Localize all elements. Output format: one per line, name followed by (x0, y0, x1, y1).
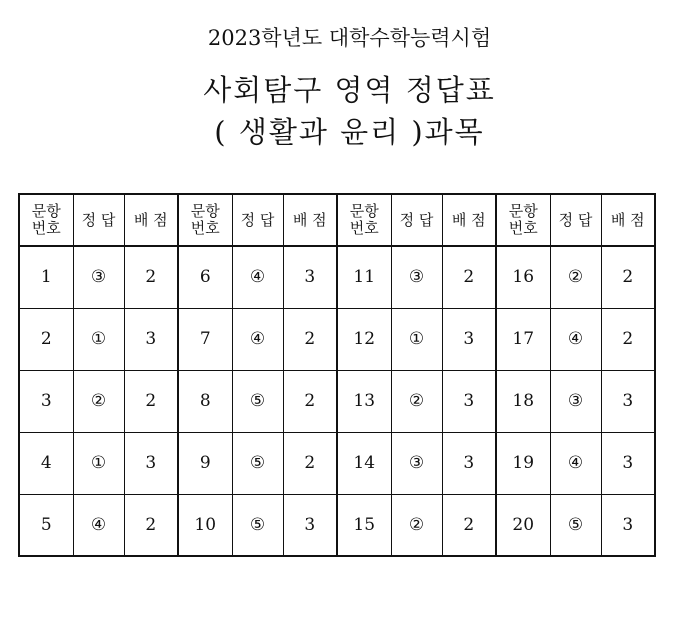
points-cell: 3 (601, 494, 655, 556)
question-number-cell: 16 (496, 246, 550, 308)
points-cell: 3 (601, 370, 655, 432)
header-question-no: 문항 번호 (337, 194, 391, 246)
answer-cell: ② (550, 246, 601, 308)
points-cell: 2 (283, 308, 337, 370)
question-number-cell: 5 (19, 494, 73, 556)
points-cell: 2 (601, 246, 655, 308)
table-header-row (19, 194, 655, 246)
question-number-cell: 10 (178, 494, 232, 556)
question-number-cell: 9 (178, 432, 232, 494)
answer-cell: ⑤ (550, 494, 601, 556)
points-cell: 3 (124, 308, 178, 370)
answer-cell: ④ (232, 308, 283, 370)
answer-cell: ④ (550, 432, 601, 494)
answer-cell: ③ (391, 432, 442, 494)
question-number-cell: 2 (19, 308, 73, 370)
answer-cell: ② (73, 370, 124, 432)
answer-cell: ③ (73, 246, 124, 308)
table-row (19, 308, 655, 370)
answer-cell: ① (73, 432, 124, 494)
header-answer: 정 답 (232, 194, 283, 246)
points-cell: 2 (124, 494, 178, 556)
exam-title: 2023학년도 대학수학능력시험 (207, 26, 492, 50)
page-title: 사회탐구 영역 정답표 (203, 73, 496, 107)
question-number-cell: 12 (337, 308, 391, 370)
points-cell: 2 (442, 246, 496, 308)
points-cell: 2 (283, 432, 337, 494)
points-cell: 3 (442, 308, 496, 370)
points-cell: 3 (283, 246, 337, 308)
question-number-cell: 1 (19, 246, 73, 308)
question-number-cell: 20 (496, 494, 550, 556)
points-cell: 3 (601, 432, 655, 494)
header-question-no: 문항 번호 (19, 194, 73, 246)
question-number-cell: 3 (19, 370, 73, 432)
header-points: 배 점 (124, 194, 178, 246)
header-question-no: 문항 번호 (496, 194, 550, 246)
points-cell: 3 (283, 494, 337, 556)
question-number-cell: 15 (337, 494, 391, 556)
answer-cell: ③ (391, 246, 442, 308)
points-cell: 3 (442, 370, 496, 432)
question-number-cell: 4 (19, 432, 73, 494)
question-number-cell: 13 (337, 370, 391, 432)
points-cell: 2 (601, 308, 655, 370)
points-cell: 2 (124, 246, 178, 308)
header-answer: 정 답 (550, 194, 601, 246)
question-number-cell: 6 (178, 246, 232, 308)
question-number-cell: 14 (337, 432, 391, 494)
subject-title: ( 생활과 윤리 )과목 (214, 115, 485, 149)
question-number-cell: 8 (178, 370, 232, 432)
points-cell: 3 (124, 432, 178, 494)
answer-cell: ② (391, 370, 442, 432)
answer-cell: ⑤ (232, 370, 283, 432)
question-number-cell: 7 (178, 308, 232, 370)
answer-cell: ④ (550, 308, 601, 370)
question-number-cell: 18 (496, 370, 550, 432)
answer-cell: ⑤ (232, 494, 283, 556)
question-number-cell: 17 (496, 308, 550, 370)
question-number-cell: 19 (496, 432, 550, 494)
header-points: 배 점 (601, 194, 655, 246)
answer-cell: ① (391, 308, 442, 370)
points-cell: 2 (442, 494, 496, 556)
answer-cell: ④ (232, 246, 283, 308)
answer-cell: ① (73, 308, 124, 370)
header-question-no: 문항 번호 (178, 194, 232, 246)
points-cell: 2 (124, 370, 178, 432)
points-cell: 3 (442, 432, 496, 494)
table-row (19, 370, 655, 432)
points-cell: 2 (283, 370, 337, 432)
table-row (19, 432, 655, 494)
answer-cell: ③ (550, 370, 601, 432)
answer-cell: ⑤ (232, 432, 283, 494)
header-answer: 정 답 (73, 194, 124, 246)
table-row (19, 494, 655, 556)
header-points: 배 점 (283, 194, 337, 246)
header-answer: 정 답 (391, 194, 442, 246)
answer-cell: ④ (73, 494, 124, 556)
header-points: 배 점 (442, 194, 496, 246)
answer-cell: ② (391, 494, 442, 556)
question-number-cell: 11 (337, 246, 391, 308)
table-row (19, 246, 655, 308)
answer-table (18, 193, 656, 557)
